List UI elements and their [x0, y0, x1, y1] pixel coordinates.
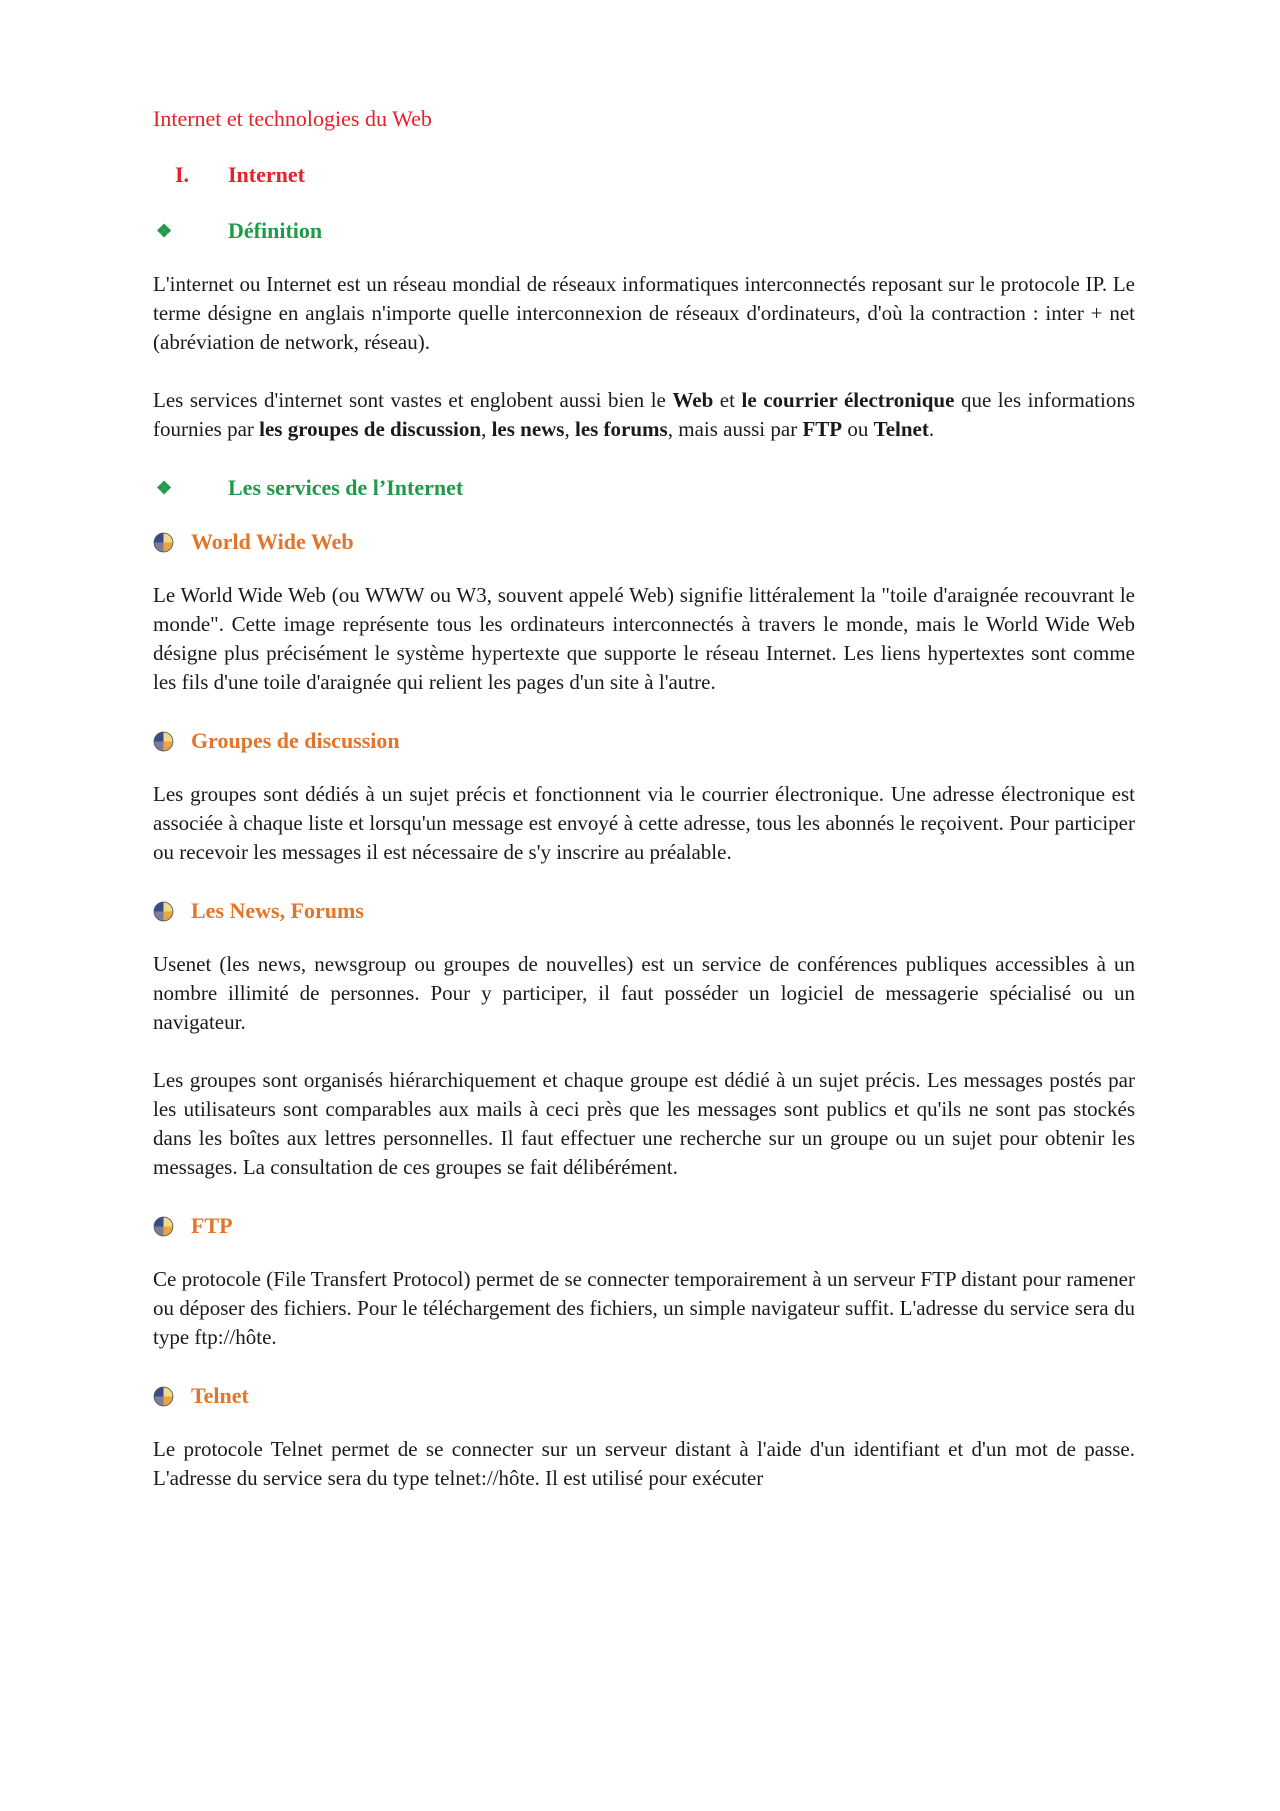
ftp-paragraph: Ce protocole (File Transfert Protocol) permet de se connecter temporairement à un serveur FTP distant pour ramener ou déposer des fichiers. Pour le téléchargement des fichiers, un simple navigateur suffit. L'adresse du service sera du type ftp://hôte.: [153, 1267, 1135, 1349]
www-heading-label: World Wide Web: [191, 529, 354, 554]
pie-chart-bullet-icon: [153, 731, 174, 752]
pie-chart-bullet-icon: [153, 1386, 174, 1407]
services-heading-label: Les services de l’Internet: [228, 475, 464, 500]
telnet-paragraph: Le protocole Telnet permet de se connecter sur un serveur distant à l'aide d'un identifiant et d'un mot de passe. L'adresse du service sera du type telnet://hôte. Il est utilisé pour exécuter: [153, 1437, 1135, 1490]
telnet-heading-label: Telnet: [191, 1383, 249, 1408]
news-heading: [153, 896, 1135, 926]
document-page: [153, 104, 1135, 1493]
document-title: Internet et technologies du Web: [153, 106, 432, 131]
bold-term-telnet: Telnet: [873, 417, 929, 441]
definition-heading-label: Définition: [228, 218, 323, 243]
news-paragraph-2: Les groupes sont organisés hiérarchiquement et chaque groupe est dédié à un sujet précis. Les messages postés par les utilisateurs sont comparables aux mails à ceci près que les messages sont publics et qu'ils ne sont pas stockés dans les boîtes aux lettres personnelles. Il faut effectuer une recherche sur un groupe ou un sujet pour obtenir les messages. La consultation de ces groupes se fait délibérément.: [153, 1068, 1135, 1179]
telnet-heading: [153, 1381, 1135, 1411]
section-heading: [175, 160, 1135, 190]
news-paragraph-1: Usenet (les news, newsgroup ou groupes de nouvelles) est un service de conférences publiques accessibles à un nombre illimité de personnes. Pour y participer, il faut posséder un logiciel de messagerie spécialisé ou un navigateur.: [153, 952, 1135, 1034]
news-heading-label: Les News, Forums: [191, 898, 364, 923]
pie-chart-bullet-icon: [153, 532, 174, 553]
bold-term-ftp: FTP: [802, 417, 843, 441]
pie-chart-bullet-icon: [153, 901, 174, 922]
bold-term-groups: les groupes de discussion: [259, 417, 482, 441]
text-run: .: [928, 417, 935, 441]
text-run: ,: [481, 417, 492, 441]
section-number: I.: [175, 162, 190, 187]
section-title: Internet: [228, 162, 305, 187]
groups-paragraph: Les groupes sont dédiés à un sujet précis et fonctionnent via le courrier électronique. Une adresse électronique est associée à chaque liste et lorsqu'un message est envoyé à cette adresse, tous les abonnés le reçoivent. Pour participer ou recevoir les messages il est nécessaire de s'y inscrire au préalable.: [153, 782, 1135, 864]
ftp-heading-label: FTP: [191, 1213, 233, 1238]
text-run: , mais aussi par: [667, 417, 803, 441]
groups-heading: [153, 726, 1135, 756]
pie-chart-bullet-icon: [153, 1216, 174, 1237]
bold-term-web: Web: [672, 388, 714, 412]
diamond-bullet-icon: ❖: [156, 478, 173, 498]
definition-paragraph-1: L'internet ou Internet est un réseau mondial de réseaux informatiques interconnectés reposant sur le protocole IP. Le terme désigne en anglais n'importe quelle interconnexion de réseaux d'ordinateurs, d'où la contraction : inter + net (abréviation de network, réseau).: [153, 272, 1135, 354]
diamond-bullet-icon: ❖: [156, 221, 173, 241]
bold-term-email: le courrier électronique: [741, 388, 955, 412]
text-run: que les informations fournies par: [153, 388, 1135, 441]
ftp-heading: [153, 1211, 1135, 1241]
text-run: et: [713, 388, 742, 412]
text-run: ou: [842, 417, 874, 441]
text-run: ,: [564, 417, 575, 441]
text-run: Les services d'internet sont vastes et englobent aussi bien le: [153, 388, 673, 412]
www-heading: [153, 527, 1135, 557]
bold-term-forums: les forums: [574, 417, 668, 441]
www-paragraph: Le World Wide Web (ou WWW ou W3, souvent appelé Web) signifie littéralement la "toile d'araignée recouvrant le monde". Cette image représente tous les ordinateurs interconnectés à travers le monde, mais le World Wide Web désigne plus précisément le système hypertexte que supporte le réseau Internet. Les liens hypertextes sont comme les fils d'une toile d'araignée qui relient les pages d'un site à l'autre.: [153, 583, 1135, 694]
services-heading: [153, 473, 1135, 503]
definition-heading: [153, 216, 1135, 246]
groups-heading-label: Groupes de discussion: [191, 728, 400, 753]
bold-term-news: les news: [491, 417, 565, 441]
definition-paragraph-2: [153, 386, 1135, 444]
